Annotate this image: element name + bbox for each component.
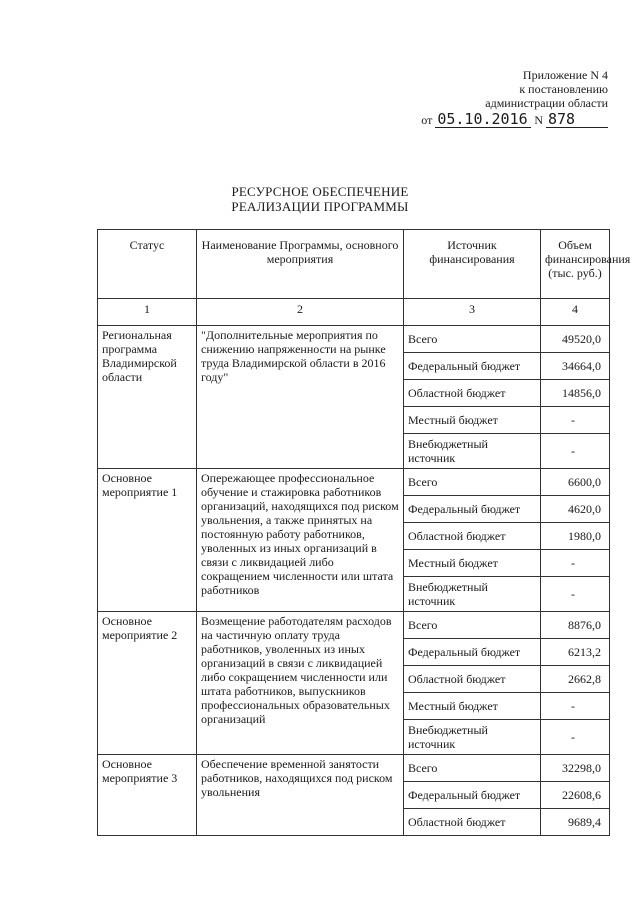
handwritten-date: 05.10.2016 (435, 112, 531, 128)
table-row (98, 755, 610, 782)
status-cell: Основное мероприятие 3 (98, 755, 197, 836)
administration-label: администрации области (485, 96, 608, 110)
table-row (98, 326, 610, 353)
amount-cell: - (541, 720, 610, 755)
amount-cell: 22608,6 (541, 782, 610, 809)
source-cell: Всего (404, 755, 541, 782)
status-cell: Основное мероприятие 2 (98, 612, 197, 755)
number-prefix: N (534, 113, 543, 127)
title-line-2: РЕАЛИЗАЦИИ ПРОГРАММЫ (231, 199, 409, 214)
amount-cell: 34664,0 (541, 353, 610, 380)
source-cell: Всего (404, 326, 541, 353)
amount-cell: - (541, 693, 610, 720)
amount-cell: - (541, 550, 610, 577)
source-cell: Областной бюджет (404, 523, 541, 550)
source-cell: Областной бюджет (404, 380, 541, 407)
source-cell: Всего (404, 469, 541, 496)
column-number-row (98, 299, 610, 326)
source-cell: Всего (404, 612, 541, 639)
amount-cell: 14856,0 (541, 380, 610, 407)
table-row (98, 469, 610, 496)
appendix-label: Приложение N 4 (522, 68, 608, 82)
amount-cell: 8876,0 (541, 612, 610, 639)
source-cell: Федеральный бюджет (404, 496, 541, 523)
title-line-1: РЕСУРСНОЕ ОБЕСПЕЧЕНИЕ (231, 184, 409, 199)
program-name-cell: "Дополнительные мероприятия по снижению напряженности на рынке труда Владимирской области в 2016 году" (197, 326, 404, 469)
source-cell: Областной бюджет (404, 666, 541, 693)
program-name-cell: Обеспечение временной занятости работников, находящихся под риском увольнения (197, 755, 404, 836)
handwritten-number: 878 (546, 112, 608, 128)
amount-cell: - (541, 407, 610, 434)
date-prefix: от (421, 113, 433, 127)
source-cell: Федеральный бюджет (404, 639, 541, 666)
status-cell: Региональная программа Владимирской области (98, 326, 197, 469)
column-header-amount: Объем финансирования (тыс. руб.) (541, 230, 610, 299)
amount-cell: 6600,0 (541, 469, 610, 496)
resolution-label: к постановлению (519, 82, 608, 96)
source-cell: Федеральный бюджет (404, 353, 541, 380)
amount-cell: 1980,0 (541, 523, 610, 550)
amount-cell: 6213,2 (541, 639, 610, 666)
column-number: 2 (197, 299, 404, 326)
resource-table (97, 229, 631, 836)
column-header-source: Источник финансирования (404, 230, 541, 299)
amount-cell: 4620,0 (541, 496, 610, 523)
amount-cell: 9689,4 (541, 809, 610, 836)
column-header-name: Наименование Программы, основного мероприятия (197, 230, 404, 299)
column-number: 3 (404, 299, 541, 326)
source-cell: Местный бюджет (404, 550, 541, 577)
amount-cell: - (541, 577, 610, 612)
column-header-status: Статус (98, 230, 197, 299)
document-title (0, 184, 640, 214)
table-header-row (98, 230, 610, 299)
amount-cell: 49520,0 (541, 326, 610, 353)
program-name-cell: Опережающее профессиональное обучение и стажировка работников организаций, находящихся под риском увольнения, а также принятых на постоянную работу работников, уволенных из иных организаций в связи с ликвидацией либо сокращением численности или штата работников (197, 469, 404, 612)
column-number: 4 (541, 299, 610, 326)
source-cell: Внебюджетный источник (404, 577, 541, 612)
source-cell: Внебюджетный источник (404, 720, 541, 755)
source-cell: Местный бюджет (404, 693, 541, 720)
source-cell: Областной бюджет (404, 809, 541, 836)
amount-cell: - (541, 434, 610, 469)
column-number: 1 (98, 299, 197, 326)
source-cell: Федеральный бюджет (404, 782, 541, 809)
appendix-header (388, 68, 608, 128)
amount-cell: 2662,8 (541, 666, 610, 693)
program-name-cell: Возмещение работодателям расходов на частичную оплату труда работников, уволенных из иных организаций в связи с ликвидацией либо сокращением численности или штата работников, выпускников профессиональных образовательных организаций (197, 612, 404, 755)
source-cell: Местный бюджет (404, 407, 541, 434)
table-row (98, 612, 610, 639)
date-number-line (388, 112, 608, 128)
amount-cell: 32298,0 (541, 755, 610, 782)
source-cell: Внебюджетный источник (404, 434, 541, 469)
status-cell: Основное мероприятие 1 (98, 469, 197, 612)
